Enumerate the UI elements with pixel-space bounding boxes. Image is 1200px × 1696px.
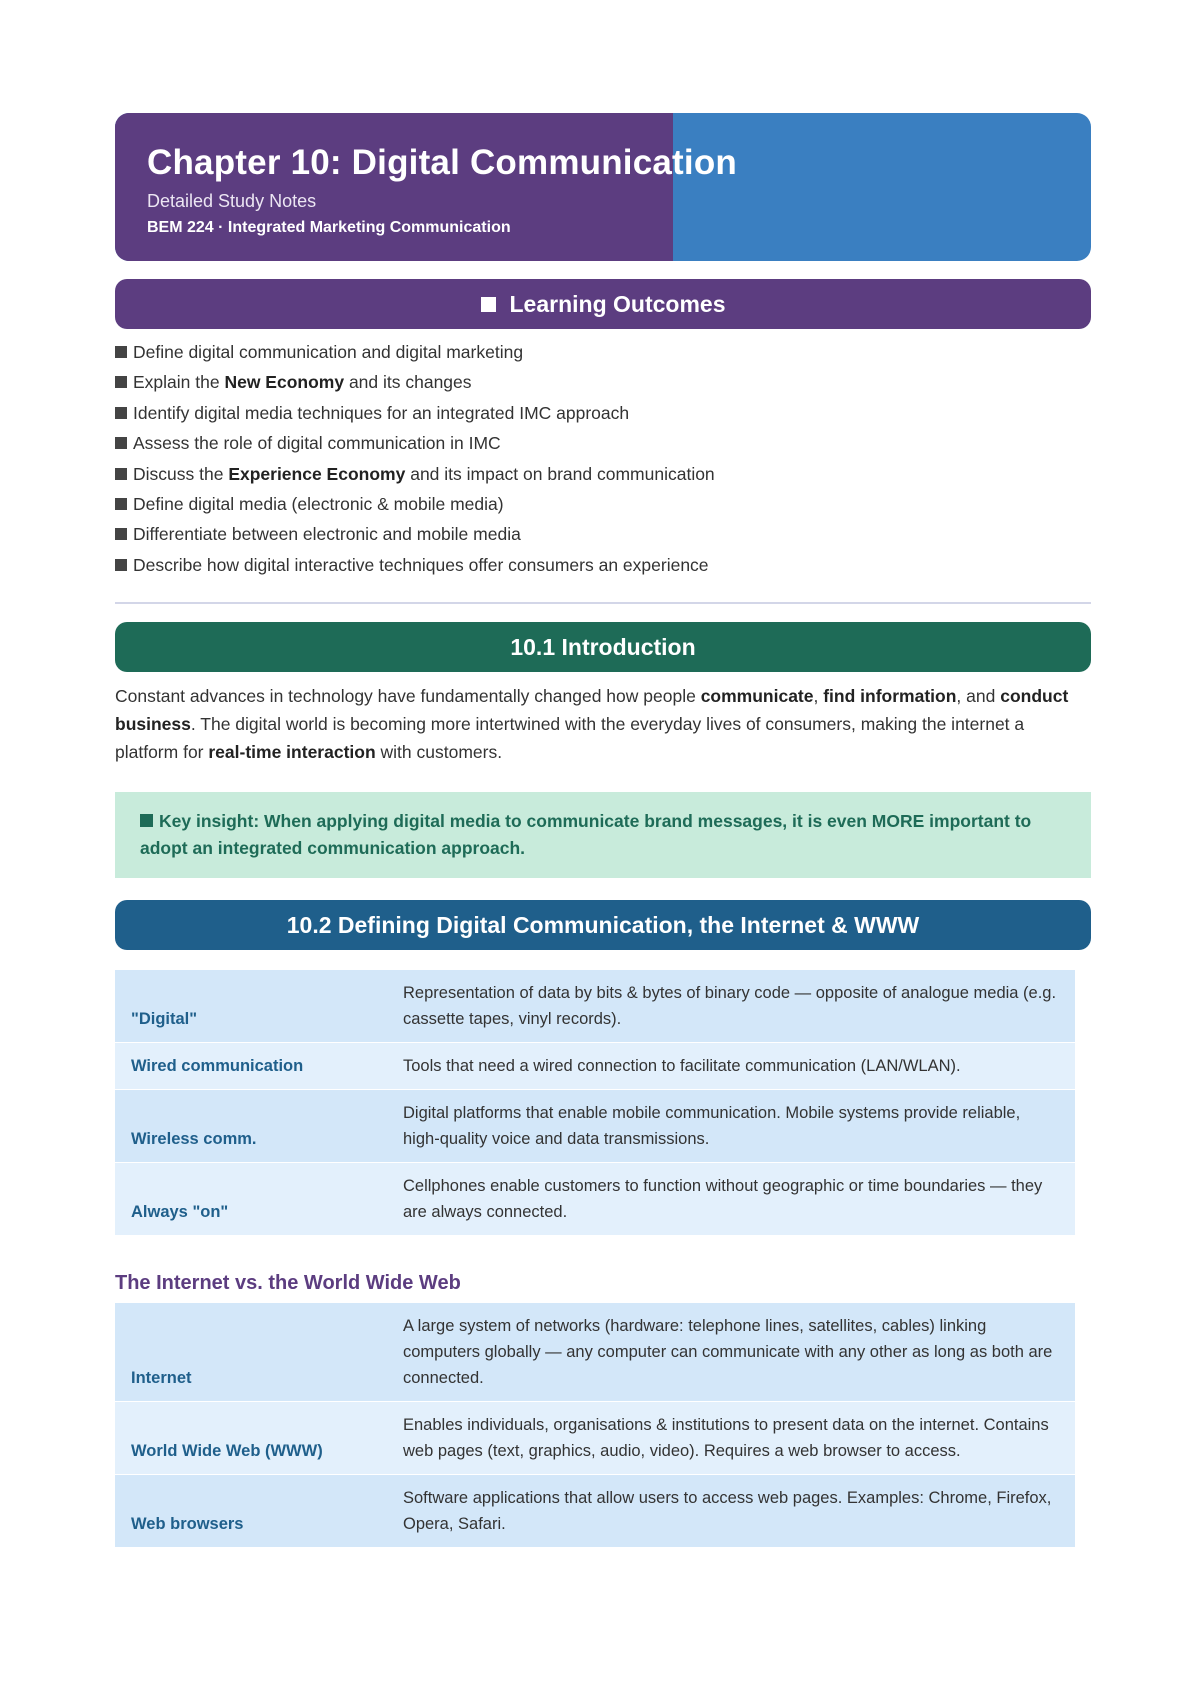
description-cell: A large system of networks (hardware: telephone lines, satellites, cables) linking computers globally — any computer can communicate with any other as long as both are connected. — [387, 1303, 1075, 1402]
description-cell: Tools that need a wired connection to facilitate communication (LAN/WLAN). — [387, 1043, 1075, 1090]
internet-vs-www-subheading: The Internet vs. the World Wide Web — [115, 1272, 461, 1295]
table-row — [115, 1163, 1075, 1236]
table-row — [115, 1402, 1075, 1475]
outcome-text: Discuss the — [133, 463, 229, 484]
introduction-paragraph — [115, 682, 1091, 766]
intro-bold-term: conduct business — [115, 686, 1069, 735]
internet-vs-www-table — [115, 1303, 1075, 1548]
table-row — [115, 1475, 1075, 1548]
table-row — [115, 1043, 1075, 1090]
intro-text: with customers. — [375, 742, 503, 763]
list-item — [115, 398, 1091, 428]
description-cell: Cellphones enable customers to function without geographic or time boundaries — they are always connected. — [387, 1163, 1075, 1236]
outcome-text: Identify digital media techniques for an integrated IMC approach — [133, 402, 630, 423]
term-cell: Web browsers — [115, 1475, 387, 1548]
defining-header — [115, 900, 1091, 950]
intro-bold-term: communicate — [700, 686, 814, 707]
section-divider — [115, 602, 1091, 604]
term-cell: Wired communication — [115, 1043, 387, 1090]
term-cell: Internet — [115, 1303, 387, 1402]
intro-text: , — [813, 686, 824, 707]
page-title: Chapter 10: Digital Communication — [147, 143, 737, 182]
course-name: BEM 224 · Integrated Marketing Communication — [147, 219, 511, 236]
key-insight-box — [115, 792, 1091, 878]
defining-heading: 10.2 Defining Digital Communication, the Internet & WWW — [286, 911, 920, 938]
term-cell: World Wide Web (WWW) — [115, 1402, 387, 1475]
list-item — [115, 550, 1091, 580]
description-cell: Digital platforms that enable mobile communication. Mobile systems provide reliable, high-quality voice and data transmissions. — [387, 1090, 1075, 1163]
outcome-text: Describe how digital interactive techniques offer consumers an experience — [133, 554, 709, 575]
outcome-text: Differentiate between electronic and mobile media — [133, 524, 521, 545]
square-bullet-icon — [115, 559, 127, 571]
description-cell: Enables individuals, organisations & institutions to present data on the internet. Contains web pages (text, graphics, audio, video). Requires a web browser to access. — [387, 1402, 1075, 1475]
outcome-text: and its changes — [344, 372, 472, 393]
title-banner-text — [147, 143, 737, 237]
table-row — [115, 1303, 1075, 1402]
list-item — [115, 367, 1091, 397]
square-bullet-icon — [115, 346, 127, 358]
outcome-text: Assess the role of digital communication in IMC — [133, 433, 501, 454]
square-bullet-icon — [115, 376, 127, 388]
list-item — [115, 489, 1091, 519]
learning-outcomes-header — [115, 279, 1091, 329]
intro-text: Constant advances in technology have fundamentally changed how people — [115, 686, 701, 707]
outcome-text: and its impact on brand communication — [405, 463, 715, 484]
square-bullet-icon — [115, 437, 127, 449]
key-insight-text: Key insight: When applying digital media to communicate brand messages, it is even MORE important to adopt an integrated communication approach. — [140, 811, 1032, 859]
square-bullet-icon — [115, 407, 127, 419]
table-row — [115, 970, 1075, 1043]
outcome-text: Explain the — [133, 372, 225, 393]
term-cell: Always "on" — [115, 1163, 387, 1236]
page-subtitle: Detailed Study Notes — [147, 191, 317, 211]
list-item — [115, 459, 1091, 489]
intro-text: , and — [956, 686, 1001, 707]
square-icon — [140, 814, 153, 827]
outcome-bold-term: Experience Economy — [228, 463, 406, 484]
intro-bold-term: real-time interaction — [208, 742, 376, 763]
learning-outcomes-heading: Learning Outcomes — [509, 290, 726, 317]
title-banner — [115, 113, 1091, 261]
intro-text: . The digital world is becoming more intertwined with the everyday lives of consumers, making the internet a platform for — [115, 714, 1025, 763]
table-row — [115, 1090, 1075, 1163]
study-notes-page — [115, 113, 1091, 1548]
description-cell: Software applications that allow users to access web pages. Examples: Chrome, Firefox, Opera, Safari. — [387, 1475, 1075, 1548]
intro-bold-term: find information — [823, 686, 957, 707]
square-bullet-icon — [115, 468, 127, 480]
introduction-header — [115, 622, 1091, 672]
square-icon — [481, 297, 496, 312]
term-cell: "Digital" — [115, 970, 387, 1043]
learning-outcomes-list — [115, 337, 1091, 580]
term-cell: Wireless comm. — [115, 1090, 387, 1163]
list-item — [115, 428, 1091, 458]
list-item — [115, 337, 1091, 367]
outcome-bold-term: New Economy — [224, 372, 345, 393]
description-cell: Representation of data by bits & bytes of binary code — opposite of analogue media (e.g. cassette tapes, vinyl records). — [387, 970, 1075, 1043]
square-bullet-icon — [115, 498, 127, 510]
outcome-text: Define digital media (electronic & mobile media) — [133, 494, 504, 515]
square-bullet-icon — [115, 528, 127, 540]
definitions-table — [115, 970, 1075, 1236]
outcome-text: Define digital communication and digital marketing — [133, 342, 524, 362]
introduction-heading: 10.1 Introduction — [510, 633, 696, 660]
list-item — [115, 519, 1091, 549]
